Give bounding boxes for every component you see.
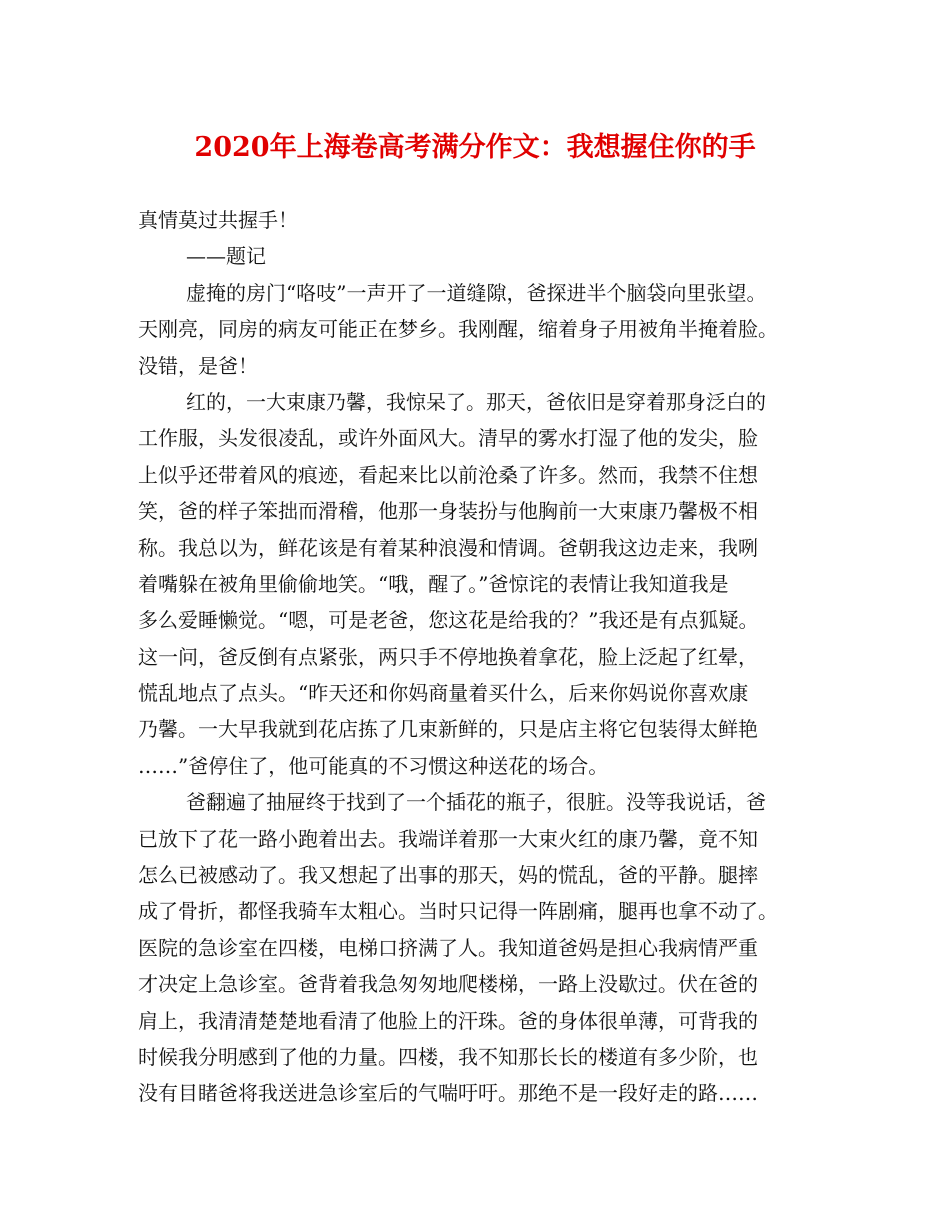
text-line: 成了骨折，都怪我骑车太粗心。当时只记得一阵剧痛，腿再也拿不动了。: [138, 899, 778, 924]
text-line: 已放下了花一路小跑着出去。我端详着那一大束火红的康乃馨，竟不知: [138, 826, 758, 851]
text-line: ——题记: [186, 244, 266, 269]
text-line: 虚掩的房门“咯吱”一声开了一道缝隙，爸探进半个脑袋向里张望。: [186, 280, 767, 305]
text-line: 工作服，头发很凌乱，或许外面风大。清早的雾水打湿了他的发尖，脸: [138, 426, 758, 451]
text-line: 称。我总以为，鲜花该是有着某种浪漫和情调。爸朝我这边走来，我咧: [138, 535, 758, 560]
document-title: 2020年上海卷高考满分作文：我想握住你的手: [194, 132, 756, 163]
text-line: 没有目睹爸将我送进急诊室后的气喘吁吁。那绝不是一段好走的路……: [138, 1081, 758, 1106]
text-line: 医院的急诊室在四楼，电梯口挤满了人。我知道爸妈是担心我病情严重: [138, 935, 758, 960]
text-line: 慌乱地点了点头。“昨天还和你妈商量着买什么，后来你妈说你喜欢康: [138, 681, 749, 706]
text-line: ……”爸停住了，他可能真的不习惯这种送花的场合。: [138, 753, 609, 778]
text-line: 才决定上急诊室。爸背着我急匆匆地爬楼梯，一路上没歇过。伏在爸的: [138, 972, 758, 997]
text-line: 乃馨。一大早我就到花店拣了几束新鲜的，只是店主将它包装得太鲜艳: [138, 717, 758, 742]
text-line: 着嘴躲在被角里偷偷地笑。“哦，醒了。”爸惊诧的表情让我知道我是: [138, 571, 729, 596]
text-line: 肩上，我清清楚楚地看清了他脸上的汗珠。爸的身体很单薄，可背我的: [138, 1008, 758, 1033]
text-line: 爸翻遍了抽屉终于找到了一个插花的瓶子，很脏。没等我说话，爸: [186, 790, 766, 815]
text-line: 上似乎还带着风的痕迹，看起来比以前沧桑了许多。然而，我禁不住想: [138, 462, 758, 487]
text-line: 真情莫过共握手！: [138, 208, 298, 232]
text-line: 这一问，爸反倒有点紧张，两只手不停地换着拿花，脸上泛起了红晕，: [138, 644, 758, 669]
text-line: 多么爱睡懒觉。“嗯，可是老爸，您这花是给我的？”我还是有点狐疑。: [138, 608, 759, 633]
text-line: 笑，爸的样子笨拙而滑稽，他那一身装扮与他胸前一大束康乃馨极不相: [138, 499, 758, 524]
text-line: 没错，是爸！: [138, 353, 258, 378]
text-line: 红的，一大束康乃馨，我惊呆了。那天，爸依旧是穿着那身泛白的: [186, 389, 766, 414]
text-line: 怎么已被感动了。我又想起了出事的那天，妈的慌乱，爸的平静。腿摔: [138, 863, 758, 888]
text-line: 时候我分明感到了他的力量。四楼，我不知那长长的楼道有多少阶，也: [138, 1044, 758, 1069]
text-line: 天刚亮，同房的病友可能正在梦乡。我刚醒，缩着身子用被角半掩着脸。: [138, 317, 778, 342]
document-body: [138, 202, 828, 1112]
